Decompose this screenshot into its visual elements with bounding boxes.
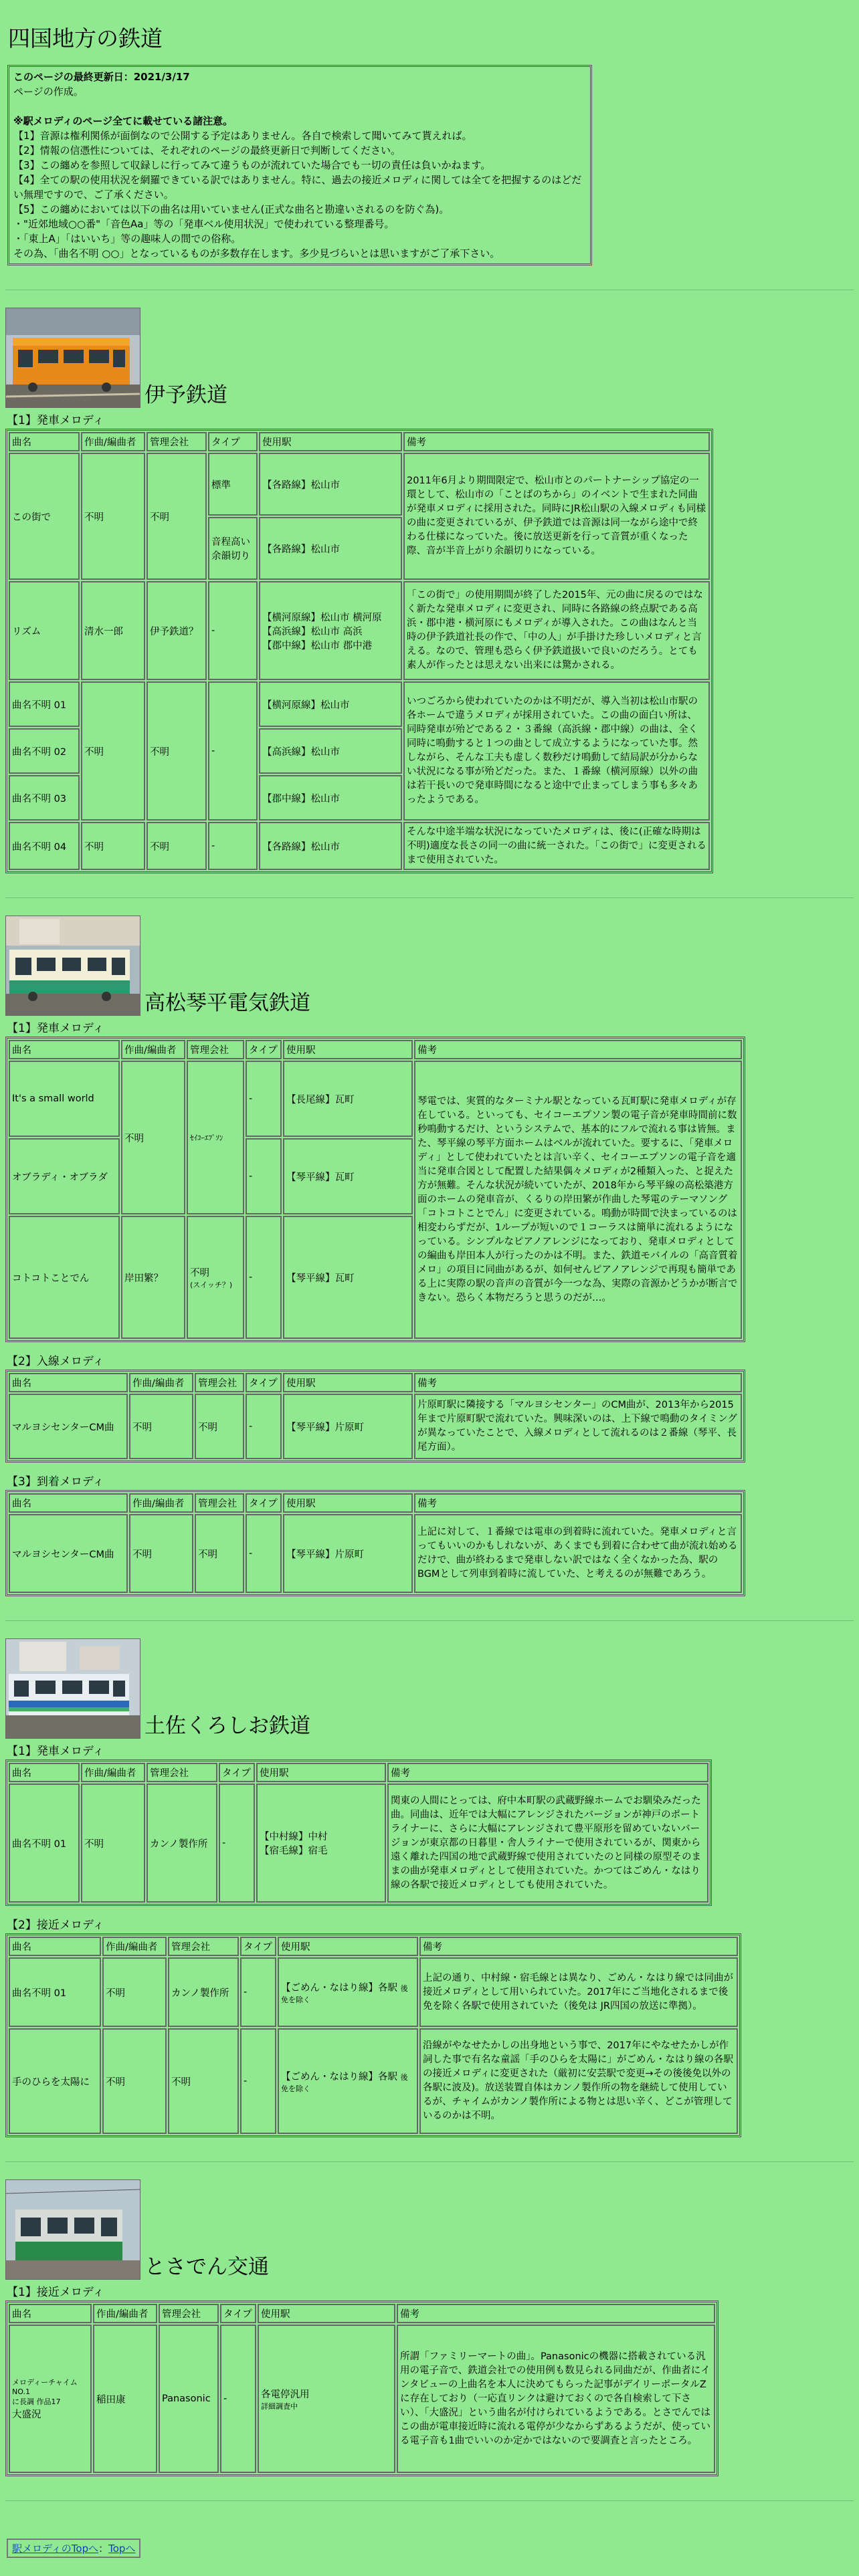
type-cell: - xyxy=(240,2028,276,2134)
company-cell: Panasonic xyxy=(159,2325,219,2473)
song-cell: It's a small world xyxy=(9,1061,120,1137)
col-composer: 作曲/編曲者 xyxy=(129,1493,193,1513)
table-row xyxy=(9,1784,708,1903)
stations-cell xyxy=(278,2028,418,2134)
note-cell: 琴電では、実質的なターミナル駅となっている瓦町駅に発車メロディが存在している。といっても、セイコーエプソン製の電子音が発車時間前に数秒鳴動するだけ、というシステムで、基本的にフルで流れる事は皆無。また、琴平線の琴平方面ホームはベルが流れていた。要するに、「発車メロディ」として使われていたとは言い辛く、セイコーエプソンの電子音を適当に発車合図として配置した結果偶々メロディが2種類入った、と捉えた方が無難。そんな状況が続いていたが、2018年から琴平線の高松築港方面のホームの発車音が、くるりの岸田繁が作曲した琴電のテーマソング「コトコトことでん」に変更されている。鳴動が時間で決まっているのは相変わらずだが、1ループが短いので１コーラスは簡単に流れるようになっている。シンプルなピアノアレンジになっており、発車メロディとしての編曲も岸田本人が行ったのかは不明。また、鉄道モバイルの「高音質着メロ」の項目に同曲があるが、如何せんピアノアレンジで再現も簡単である上に実際の駅の音声の音質が今一つな為、実際の音源かどうかが断言できない。恐らく本物だろうと思うのだが…。 xyxy=(414,1061,742,1339)
stations-cell: 【高浜線】松山市 xyxy=(259,728,402,774)
stations-cell: 【郡中線】松山市 xyxy=(259,775,402,821)
composer-cell: 不明 xyxy=(81,1784,145,1903)
col-song: 曲名 xyxy=(9,1040,120,1059)
type-cell: - xyxy=(220,2325,256,2473)
col-stations: 使用駅 xyxy=(258,2304,395,2323)
song-sub: メロディーチャイムNO.1 に長調 作品17 xyxy=(12,2378,78,2406)
song-cell: リズム xyxy=(9,581,80,680)
notice-author: ページの作成。 xyxy=(13,86,84,98)
song-cell: 曲名不明 01 xyxy=(9,681,80,727)
notice-item: ・「東上A」「はいいち」等の趣味人の間での俗称。 xyxy=(13,233,242,245)
type-cell: - xyxy=(208,581,258,680)
stations-text: 各電停汎用 xyxy=(261,2389,310,2400)
table-row xyxy=(9,1061,742,1137)
col-note: 備考 xyxy=(419,1937,738,1956)
song-cell: コトコトことでん xyxy=(9,1216,120,1339)
section-title: 【1】接近メロディ xyxy=(7,2286,104,2299)
col-song: 曲名 xyxy=(9,2304,92,2323)
stations-sub: 詳細調査中 xyxy=(261,2401,298,2411)
composer-cell: 不明 xyxy=(129,1514,193,1593)
composer-cell: 岸田繁？ xyxy=(121,1216,185,1339)
song-cell: 曲名不明 04 xyxy=(9,822,80,870)
notice-heading: ※駅メロディのページ全てに載せている諸注意。 xyxy=(13,115,233,127)
table-header-row xyxy=(9,1763,708,1782)
col-type: タイプ xyxy=(246,1040,282,1059)
stations-cell: 【中村線】中村 【宿毛線】宿毛 xyxy=(256,1784,386,1903)
railway-header-iyo xyxy=(5,308,854,408)
stations-cell: 【横河原線】松山市 xyxy=(259,681,402,727)
col-note: 備考 xyxy=(414,1373,742,1392)
melody-table xyxy=(5,1490,745,1596)
type-cell: - xyxy=(246,1514,282,1593)
company-cell: 伊予鉄道？ xyxy=(147,581,207,680)
composer-cell: 稲田康 xyxy=(93,2325,157,2473)
section-title: 【1】発車メロディ xyxy=(7,1022,104,1035)
note-cell: 「この街で」の使用期間が終了した2015年、元の曲に戻るのではなく新たな発車メロディに変更され、同時に各路線の終点駅である高浜・郡中港・横河原にもメロディが導入された。この曲はなんと当時の伊予鉄道社長の作で、「中の人」が手掛けた珍しいメロディと言える。なので、管理も恐らく伊予鉄道扱いで良いのだろう。とても素人が作ったとは思えない出来には驚かされる。 xyxy=(403,581,710,680)
notice-item: ・"近郊地域○○番"「音色Aa」等の「発車ベル使用状況」で使われている整理番号。 xyxy=(13,218,395,230)
col-type: タイプ xyxy=(240,1937,276,1956)
table-row xyxy=(9,1514,742,1593)
company-cell: 不明 xyxy=(195,1514,244,1593)
col-composer: 作曲/編曲者 xyxy=(93,2304,157,2323)
type-cell: - xyxy=(219,1784,255,1903)
company-cell xyxy=(187,1216,244,1339)
col-stations: 使用駅 xyxy=(283,1493,413,1513)
col-composer: 作曲/編曲者 xyxy=(121,1040,185,1059)
melody-table xyxy=(5,1759,712,1906)
type-cell: 標準 xyxy=(208,453,258,516)
composer-cell: 不明 xyxy=(102,1957,167,2027)
col-note: 備考 xyxy=(387,1763,708,1782)
table-header-row xyxy=(9,1493,742,1513)
company-cell: 不明 xyxy=(195,1394,244,1459)
table-header-row xyxy=(9,1040,742,1059)
notice-box xyxy=(7,65,592,265)
melody-table xyxy=(5,429,713,873)
col-company: 管理会社 xyxy=(147,1763,217,1782)
train-photo-tosaden xyxy=(5,2179,140,2280)
footer-separator: ： xyxy=(98,2543,109,2555)
col-company: 管理会社 xyxy=(159,2304,219,2323)
note-cell: 沿線がやなせたかしの出身地という事で、2017年にやなせたかしが作詞した事で有名な童謡「手のひらを太陽に」がごめん・なはり線の各駅の接近メロディに変更された（厳初に安芸駅で変更→その後後免以外の各駅に波及)。放送装置自体はカンノ製作所の物を継続して使用しているが、チャイムがカンノ製作所による物とは思い辛く、どこが管理しているのかは不明。 xyxy=(419,2028,738,2134)
col-song: 曲名 xyxy=(9,1763,80,1782)
col-stations: 使用駅 xyxy=(256,1763,386,1782)
song-cell: 曲名不明 01 xyxy=(9,1957,101,2027)
railway-header-tosaden xyxy=(5,2179,854,2280)
notice-updated: このページの最終更新日：2021/3/17 xyxy=(13,71,190,83)
company-cell: ｾｲｺｰｴﾌﾟｿﾝ xyxy=(187,1061,244,1214)
stations-cell: 【各路線】松山市 xyxy=(259,453,402,516)
song-cell: マルヨシセンターCM曲 xyxy=(9,1514,128,1593)
table-row xyxy=(9,2028,738,2134)
company-cell: 不明 xyxy=(147,822,207,870)
train-photo-tosa-kuroshio xyxy=(5,1638,140,1739)
composer-cell: 清水一郎 xyxy=(81,581,145,680)
notice-item: 【5】この纏めにおいては以下の曲名は用いていません(正式な曲名と勘違いされるのを防ぐ為)。 xyxy=(13,203,450,215)
company-cell: 不明 xyxy=(168,2028,239,2134)
melody-table xyxy=(5,1370,745,1463)
col-note: 備考 xyxy=(414,1040,742,1059)
table-header-row xyxy=(9,1937,738,1956)
railway-header-kotoden xyxy=(5,916,854,1016)
table-row xyxy=(9,822,710,870)
col-song: 曲名 xyxy=(9,432,80,451)
col-note: 備考 xyxy=(403,432,710,451)
divider xyxy=(5,1620,854,1621)
notice-item: 【2】情報の信憑性については、それぞれのページの最終更新日で判断してください。 xyxy=(13,144,401,156)
train-photo-iyo xyxy=(5,308,140,408)
type-cell: - xyxy=(246,1061,282,1137)
company-text: 不明 xyxy=(190,1267,209,1279)
col-composer: 作曲/編曲者 xyxy=(102,1937,167,1956)
col-note: 備考 xyxy=(397,2304,715,2323)
railway-name: 土佐くろしお鉄道 xyxy=(145,1714,310,1738)
note-cell: 上記の通り、中村線・宿毛線とは異なり、ごめん・なはり線では同曲が接近メロディとして用いられていた。2017年にご当地化されるまで後免を除く各駅で使用されていた（後免は JR四国の放送に準拠）。 xyxy=(419,1957,738,2027)
col-type: タイプ xyxy=(246,1493,282,1513)
composer-cell: 不明 xyxy=(102,2028,167,2134)
note-cell: 片原町駅に隣接する「マルヨシセンター」のCM曲が、2013年から2015年まで片原町駅で流れていた。興味深いのは、上下線で鳴動のタイミングが異なっていたことで、入線メロディとして流れるのは２番線（琴平、長尾方面）。 xyxy=(414,1394,742,1459)
stations-cell: 【琴平線】瓦町 xyxy=(283,1216,413,1339)
stations-cell: 【各路線】松山市 xyxy=(259,517,402,580)
company-cell: 不明 xyxy=(147,681,207,821)
song-cell: 曲名不明 03 xyxy=(9,775,80,821)
song-cell: マルヨシセンターCM曲 xyxy=(9,1394,128,1459)
col-company: 管理会社 xyxy=(147,432,207,451)
stations-sub: 後免を除く xyxy=(281,1983,408,2004)
station-melody-top-link[interactable]: 駅メロディのTopへ xyxy=(12,2543,99,2555)
col-stations: 使用駅 xyxy=(259,432,402,451)
type-cell: - xyxy=(246,1394,282,1459)
col-composer: 作曲/編曲者 xyxy=(81,432,145,451)
col-song: 曲名 xyxy=(9,1373,128,1392)
note-cell: 上記に対して、１番線では電車の到着時に流れていた。発車メロディと言ってもいいのかもしれないが、あくまでも到着に合わせて曲が流れ始めるだけで、曲が終わるまで発車しない訳ではなく全くなかった為、駅のBGMとして列車到着時に流していた、と考えるのが無難であろう。 xyxy=(414,1514,742,1593)
stations-cell: 【各路線】松山市 xyxy=(259,822,402,870)
stations-cell: 【横河原線】松山市 横河原 【高浜線】松山市 高浜 【郡中線】松山市 郡中港 xyxy=(259,581,402,680)
company-cell: 不明 xyxy=(147,453,207,580)
col-type: タイプ xyxy=(219,1763,255,1782)
section-title: 【2】接近メロディ xyxy=(7,1919,104,1932)
composer-cell: 不明 xyxy=(121,1061,185,1214)
type-cell: - xyxy=(208,822,258,870)
composer-cell: 不明 xyxy=(81,453,145,580)
stations-sub: 後免を除く xyxy=(281,2072,408,2093)
song-cell: 曲名不明 02 xyxy=(9,728,80,774)
col-composer: 作曲/編曲者 xyxy=(129,1373,193,1392)
note-cell: 所謂「ファミリーマートの曲」。Panasonicの機器に搭載されている汎用の電子音で、鉄道会社での使用例も数見られる同曲だが、作曲者にインタビューの上曲名を本人に決めてもらった記事がデイリーポータルZに存在しており（一応直リンクは避けておくので各自検索して下さい）、「大盛況」という曲名が付けられているようである。とさでんではこの曲が電車接近時に流れる電停が少なからずあるようだが、使っている電子音も1曲でいいのか定かではないので要調査と言ったところ。 xyxy=(397,2325,715,2473)
col-company: 管理会社 xyxy=(195,1493,244,1513)
col-stations: 使用駅 xyxy=(283,1040,413,1059)
stations-cell: 【長尾線】瓦町 xyxy=(283,1061,413,1137)
song-cell xyxy=(9,2325,92,2473)
page-title: 四国地方の鉄道 xyxy=(8,25,163,51)
railway-name: とさでん交通 xyxy=(145,2255,269,2279)
col-company: 管理会社 xyxy=(195,1373,244,1392)
notice-item: 【1】音源は権利関係が面倒なので公開する予定はありません。各自で検索して聞いてみて貰えれば。 xyxy=(13,130,472,142)
section-title: 【3】到着メロディ xyxy=(7,1475,104,1489)
col-composer: 作曲/編曲者 xyxy=(81,1763,145,1782)
stations-cell: 【琴平線】片原町 xyxy=(283,1394,413,1459)
railway-name: 伊予鉄道 xyxy=(145,383,227,407)
stations-cell xyxy=(258,2325,395,2473)
col-stations: 使用駅 xyxy=(278,1937,418,1956)
col-note: 備考 xyxy=(414,1493,742,1513)
song-cell: 手のひらを太陽に xyxy=(9,2028,101,2134)
stations-cell xyxy=(278,1957,418,2027)
top-link[interactable]: Topへ xyxy=(108,2543,136,2555)
note-cell: 2011年6月より期間限定で、松山市とのパートナーシップ協定の一環として、松山市の「ことばのちから」のイベントで生まれた同曲が発車メロディに採用された。同時にJR松山駅の入線メロディも同様の曲に変更されているが、伊予鉄道では音源は同一ながら途中で終わる仕様になっていた。後に放送更新を行って音質が重くなった際、音が半音上がり余韻切りになっている。 xyxy=(403,453,710,580)
song-cell: この街で xyxy=(9,453,80,580)
company-cell: カンノ製作所 xyxy=(147,1784,217,1903)
col-song: 曲名 xyxy=(9,1937,101,1956)
table-row xyxy=(9,2325,715,2473)
table-header-row xyxy=(9,432,710,451)
col-song: 曲名 xyxy=(9,1493,128,1513)
footer-nav xyxy=(7,2539,140,2558)
notice-item: 【3】この纏めを参照して収録しに行ってみて違うものが流れていた場合でも一切の責任は負いかねます。 xyxy=(13,159,491,171)
song-cell: 曲名不明 01 xyxy=(9,1784,80,1903)
divider xyxy=(5,2500,854,2501)
col-type: タイプ xyxy=(246,1373,282,1392)
section-title: 【2】入線メロディ xyxy=(7,1355,104,1368)
train-photo-kotoden xyxy=(5,916,140,1016)
melody-table xyxy=(5,1037,745,1342)
table-row xyxy=(9,581,710,680)
composer-cell: 不明 xyxy=(81,822,145,870)
table-row xyxy=(9,1957,738,2027)
notice-item: 【4】全ての駅の使用状況を網羅できている訳ではありません。特に、過去の接近メロディに関しては全てを把握するのはどだい無理ですので、ご了承ください。 xyxy=(13,174,582,201)
section-title: 【1】発車メロディ xyxy=(7,1745,104,1758)
composer-cell: 不明 xyxy=(81,681,145,821)
melody-table xyxy=(5,2300,719,2476)
melody-table xyxy=(5,1933,741,2137)
table-row xyxy=(9,681,710,727)
railway-name: 高松琴平電気鉄道 xyxy=(145,991,310,1015)
company-sub: (スイッチ？) xyxy=(190,1280,233,1289)
type-cell: - xyxy=(246,1216,282,1339)
table-row xyxy=(9,453,710,516)
stations-cell: 【琴平線】瓦町 xyxy=(283,1138,413,1214)
stations-cell: 【琴平線】片原町 xyxy=(283,1514,413,1593)
note-cell: 関東の人間にとっては、府中本町駅の武蔵野線ホームでお馴染みだった曲。同曲は、近年では大幅にアレンジされたバージョンが神戸のポートライナーに、さらに大幅にアレンジされて豊平原形を留めていないバージョンが東京都の日暮里・舎人ライナーで使用されているが、関東から遠く離れた四国の地で武蔵野線で使用されていたのと同様の原型そのままの曲が発車メロディとして使用されていた。かつてはごめん・なはり線の各駅で接近メロディとしても使用されていた。 xyxy=(387,1784,708,1903)
col-company: 管理会社 xyxy=(168,1937,239,1956)
type-cell: 音程高い余韻切り xyxy=(208,517,258,580)
divider xyxy=(5,897,854,898)
notice-item: その為、「曲名不明 ○○」となっているものが多数存在します。多少見づらいとは思いますがご了承下さい。 xyxy=(13,247,500,259)
note-cell: いつごろから使われていたのかは不明だが、導入当初は松山市駅の各ホームで違うメロディが採用されていた。この曲の面白い所は、同時発車が殆どである２・３番線（高浜線・郡中線）の曲は、全く同時に鳴動すると１つの曲として成立するようになっていた事。然しながら、そんな工夫も虚しく数秒だけ鳴動して結局訳が分からない状況になる事が殆どだった。また、１番線（横河原線）以外の曲は若干長いので発車時間になると途中で止まってしまう事も多々あったようである。 xyxy=(403,681,710,821)
table-row xyxy=(9,1394,742,1459)
section-title: 【1】発車メロディ xyxy=(7,414,104,427)
railway-header-tosa-kuroshio xyxy=(5,1638,854,1739)
company-cell: カンノ製作所 xyxy=(168,1957,239,2027)
col-type: タイプ xyxy=(220,2304,256,2323)
type-cell: - xyxy=(240,1957,276,2027)
table-header-row xyxy=(9,1373,742,1392)
col-company: 管理会社 xyxy=(187,1040,244,1059)
composer-cell: 不明 xyxy=(129,1394,193,1459)
divider xyxy=(5,2161,854,2162)
note-cell: そんな中途半端な状況になっていたメロディは、後に(正確な時期は不明)適度な長さの同一の曲に統一された。「この街で」に変更されるまで使用されていた。 xyxy=(403,822,710,870)
type-cell: - xyxy=(246,1138,282,1214)
song-cell: オブラディ・オブラダ xyxy=(9,1138,120,1214)
table-header-row xyxy=(9,2304,715,2323)
col-type: タイプ xyxy=(208,432,258,451)
col-stations: 使用駅 xyxy=(283,1373,413,1392)
song-text: 大盛況 xyxy=(12,2409,41,2420)
stations-text: 【ごめん・なはり線】各駅 xyxy=(281,2071,397,2082)
type-cell: - xyxy=(208,681,258,821)
stations-text: 【ごめん・なはり線】各駅 xyxy=(281,1982,397,1994)
